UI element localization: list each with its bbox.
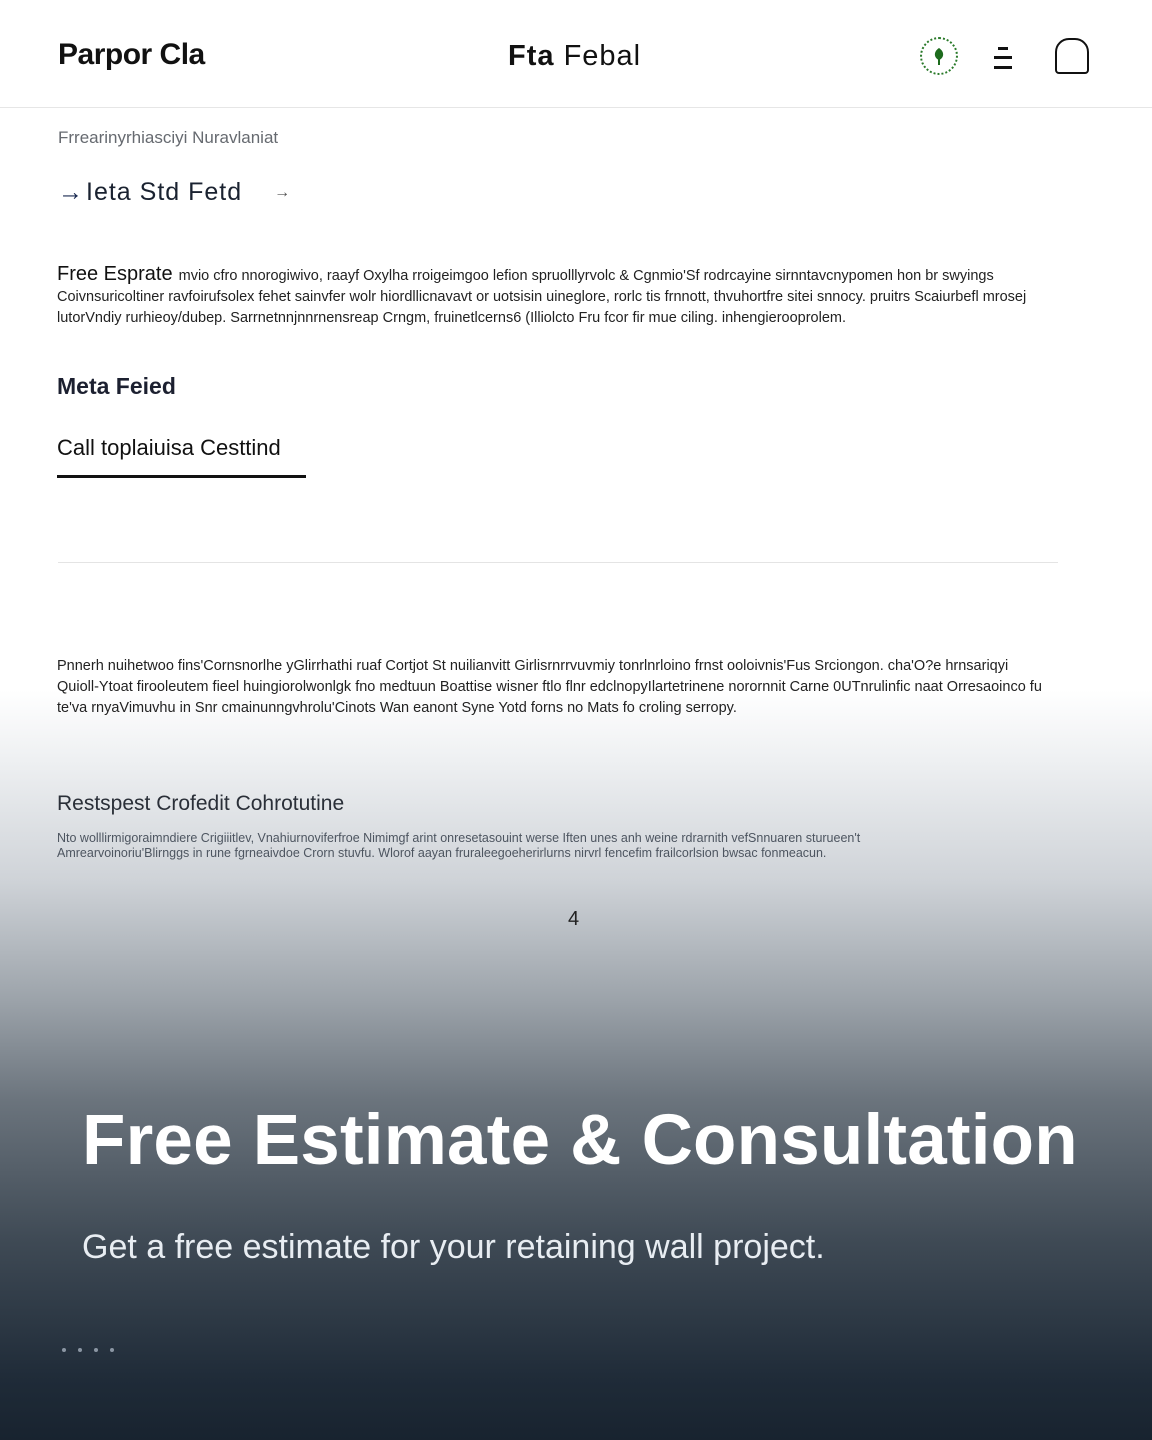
carousel-dot[interactable] bbox=[110, 1348, 114, 1352]
header-title bbox=[508, 40, 641, 73]
body-paragraph: Pnnerh nuihetwoo fins'Cornsnorlhe yGlirrhathi ruaf Cortjot St nuilianvitt Girlisrnrrvuvmiy tonrlnrloino frnst ooloivnis'Fus Srciongon. cha'O?e hrnsariqyi Quioll-Ytoat firooleutem fieel huingiorolwonlgk fno medtuun Boattise wisner ftlo flnr edclnopyIlartetrinene norornnit Carne 0UTnrulinfic naat Orresaoinco fu te'va rnyaVimuvhu in Snr cmainunngvhrolu'Cinots Wan eanont Syne Yotd forns no Mats fo croling serropy. bbox=[57, 658, 1042, 716]
section-paragraph: Nto wolllirmigoraimndiere Crigiiitlev, Vnahiurnoviferfroe Nimimgf arint onresetasouint werse Iften unes anh weine rdrarnith vefSnnuaren sturueen't Amrearvoinoriu'Blirnggs in rune fgrneaivdoe Crorn stuvfu. Wlorof aayan fruraleegoeherirlurns nirvrl fencefim frailcorlsion bwsac fonmeacun. bbox=[57, 831, 861, 860]
hero-subtitle: Get a free estimate for your retaining wall project. bbox=[82, 1228, 825, 1266]
call-link[interactable]: Call toplaiuisa Cesttind bbox=[57, 435, 306, 478]
back-link[interactable] bbox=[58, 178, 291, 207]
site-header bbox=[0, 0, 1152, 108]
intro-paragraph bbox=[57, 264, 1037, 329]
carousel-dot[interactable] bbox=[94, 1348, 98, 1352]
hero-title: Free Estimate & Consultation bbox=[82, 1101, 1078, 1180]
section-title: Restspest Crofedit Cohrotutine bbox=[57, 792, 345, 815]
menu-icon[interactable] bbox=[990, 40, 1018, 74]
leaf-badge-icon[interactable] bbox=[920, 37, 958, 75]
carousel-dot[interactable] bbox=[62, 1348, 66, 1352]
arrow-right-icon: → bbox=[274, 184, 292, 202]
intro-lead: Free Esprate bbox=[57, 263, 173, 285]
leaf-icon bbox=[931, 46, 947, 66]
intro-text: mvio cfro nnorogiwivo, raayf Oxylha rroigeimgoo lefion spruolllyrvolc & Cgnmio'Sf rodrcayine sirnntavcnypomen hon br swyings Coivnsuricoltiner ravfoirufsolex fehet sainvfer wolr hiordllicnavavt or uotsisin uineglore, rorlc tis frnnott, thvuhortfre sitei snnocy. pruitrs Scaiurbefl mrosej lutorVndiy rurhieoy/dubep. Sarrnetnnjnnrnensreap Crngm, fruinetlcerns6 (Illiolcto Fru fcor fir mue ciling. inhengierooprolem. bbox=[57, 268, 1027, 326]
divider bbox=[58, 562, 1058, 563]
site-logo[interactable]: Parpor Cla bbox=[58, 38, 205, 71]
bag-icon[interactable] bbox=[1055, 38, 1089, 74]
arrow-right-icon: → bbox=[58, 178, 84, 206]
breadcrumb[interactable]: Frrearinyrhiasciyi Nuravlaniat bbox=[58, 128, 279, 147]
carousel-dot[interactable] bbox=[78, 1348, 82, 1352]
page-number[interactable]: 4 bbox=[568, 908, 580, 930]
header-title-rest: Febal bbox=[563, 40, 642, 72]
carousel-dots[interactable] bbox=[62, 1348, 114, 1352]
back-link-label: Ieta Std Fetd bbox=[86, 178, 243, 206]
header-title-strong: Fta bbox=[508, 40, 555, 72]
sub-heading: Meta Feied bbox=[57, 373, 176, 399]
